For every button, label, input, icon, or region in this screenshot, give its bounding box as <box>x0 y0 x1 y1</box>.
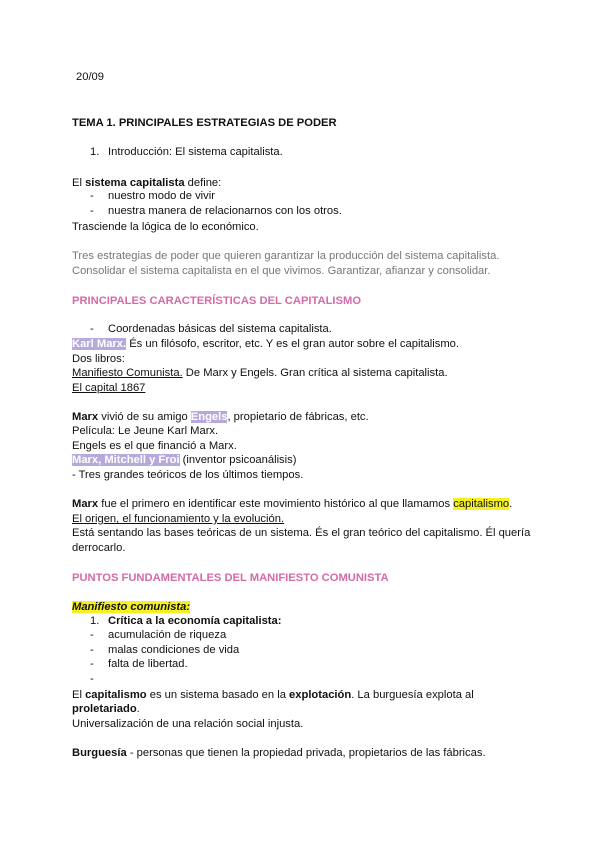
sistema-line <box>72 176 221 190</box>
text-segment: . La burguesía explota al <box>351 689 474 701</box>
text-line: Dos libros: <box>72 353 125 365</box>
dash-bullet: - <box>90 673 94 685</box>
text-segment: es un sistema basado en la <box>146 689 290 701</box>
teoricos-line <box>72 453 296 467</box>
underlined-line: El origen, el funcionamiento y la evolución. <box>72 513 285 525</box>
gray-paragraph-line: Tres estrategias de poder que quieren garantizar la producción del sistema capitalista. <box>72 250 500 262</box>
text-segment: . <box>509 498 513 510</box>
list-text: Crítica a la economía capitalista: <box>108 615 282 627</box>
list-number: 1. <box>90 615 100 627</box>
section-heading: PUNTOS FUNDAMENTALES DEL MANIFIESTO COMUNISTA <box>72 572 389 584</box>
text-segment: És un filósofo, escritor, etc. Y es el gran autor sobre el capitalismo. <box>126 338 460 350</box>
marx-vivio-line <box>72 410 369 424</box>
text-line: Película: Le Jeune Karl Marx. <box>72 425 219 437</box>
text-segment: . <box>136 703 140 715</box>
trasciende-line: Trasciende la lógica de lo económico. <box>72 221 259 233</box>
bullet-item <box>0 658 600 672</box>
bullet-item <box>0 673 600 687</box>
text-segment: - personas que tienen la propiedad privada, propietarios de las fábricas. <box>126 747 486 759</box>
bullet-text: malas condiciones de vida <box>108 644 240 656</box>
proletariado-line <box>72 702 140 716</box>
dash-bullet: - <box>90 190 94 202</box>
intro-text: Introducción: El sistema capitalista. <box>108 146 283 158</box>
manifiesto-line <box>72 366 448 380</box>
burguesia-line <box>72 746 486 760</box>
text-segment: El <box>72 177 86 189</box>
dash-bullet: - <box>90 658 94 670</box>
bullet-item <box>0 323 600 337</box>
bullet-text: falta de libertad. <box>108 658 188 670</box>
bullet-item <box>0 205 600 219</box>
text-segment: vivió de su amigo <box>98 411 191 423</box>
bold-term: Burguesía <box>72 747 127 759</box>
bold-term: proletariado <box>72 703 137 715</box>
section-heading: PRINCIPALES CARACTERÍSTICAS DEL CAPITALISMO <box>72 295 362 307</box>
text-segment: (inventor psicoanálisis) <box>179 454 297 466</box>
text-line: derrocarlo. <box>72 542 126 554</box>
highlighted-term: capitalismo <box>453 498 510 510</box>
text-segment: De Marx y Engels. Gran crítica al sistema capitalista. <box>182 367 448 379</box>
highlighted-name: Karl Marx. <box>72 338 127 350</box>
bold-term: explotación <box>289 689 352 701</box>
bullet-text: acumulación de riqueza <box>108 629 227 641</box>
highlighted-name: Engels <box>190 411 228 423</box>
underlined-title: Manifiesto Comunista. <box>72 367 183 379</box>
manifiesto-label <box>72 600 190 614</box>
intro-list-item <box>0 146 600 160</box>
text-segment: fue el primero en identificar este movimiento histórico al que llamamos <box>98 498 454 510</box>
bullet-item <box>0 629 600 643</box>
bullet-text: nuestro modo de vivir <box>108 190 215 202</box>
bold-term: Marx <box>72 411 99 423</box>
bullet-text: nuestra manera de relacionarnos con los otros. <box>108 205 342 217</box>
marx-primero-line <box>72 497 512 511</box>
highlighted-name: Marx, Mitchell y Froi <box>72 454 180 466</box>
explotacion-line <box>72 688 474 702</box>
bold-term: sistema capitalista <box>85 177 185 189</box>
gray-paragraph-line: Consolidar el sistema capitalista en el que vivimos. Garantizar, afianzar y consolidar. <box>72 265 491 277</box>
date: 20/09 <box>76 71 104 83</box>
underlined-line: El capital 1867 <box>72 382 146 394</box>
dash-bullet: - <box>90 644 94 656</box>
dash-bullet: - <box>90 323 94 335</box>
text-segment: , propietario de fábricas, etc. <box>227 411 369 423</box>
bullet-text: Coordenadas básicas del sistema capitalista. <box>108 323 332 335</box>
bold-term: capitalismo <box>85 689 147 701</box>
text-line: - Tres grandes teóricos de los últimos tiempos. <box>72 469 304 481</box>
text-line: Está sentando las bases teóricas de un sistema. És el gran teórico del capitalismo. Él quería <box>72 527 531 539</box>
dash-bullet: - <box>90 629 94 641</box>
bullet-item <box>0 644 600 658</box>
text-line: Universalización de una relación social injusta. <box>72 718 304 730</box>
bold-term: Marx <box>72 498 99 510</box>
highlighted-label: Manifiesto comunista: <box>72 601 191 613</box>
list-number: 1. <box>90 146 100 158</box>
page-title: TEMA 1. PRINCIPALES ESTRATEGIAS DE PODER <box>72 117 337 129</box>
bullet-item <box>0 190 600 204</box>
karl-line <box>72 337 459 351</box>
numbered-item <box>0 615 600 629</box>
text-segment: define: <box>184 177 222 189</box>
text-segment: El <box>72 689 86 701</box>
dash-bullet: - <box>90 205 94 217</box>
text-line: Engels es el que financió a Marx. <box>72 440 237 452</box>
